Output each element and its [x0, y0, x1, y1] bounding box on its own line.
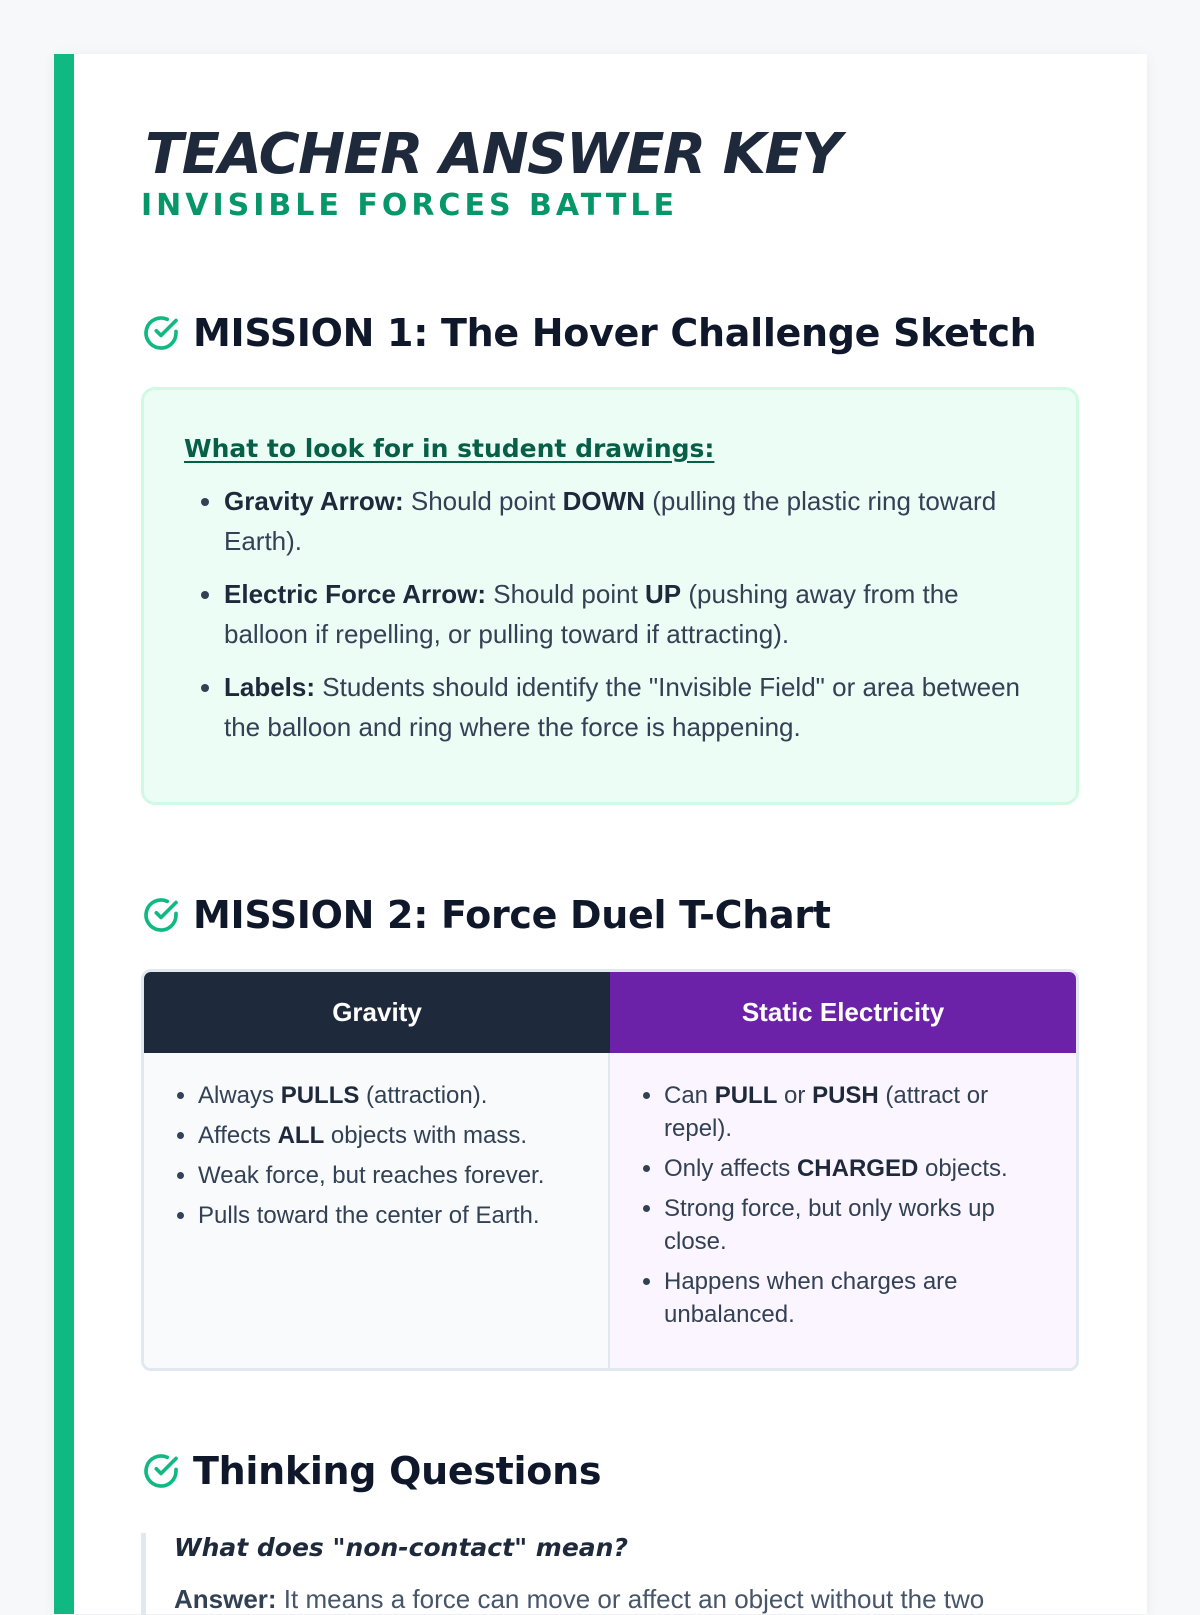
list-item: • Only affects CHARGED objects.: [664, 1152, 1056, 1185]
check-circle-icon: [141, 1451, 181, 1491]
list-item: • Always PULLS (attraction).: [198, 1079, 588, 1112]
check-circle-icon: [141, 313, 181, 353]
check-circle-icon: [141, 895, 181, 935]
thinking-header: [141, 1449, 1079, 1493]
lookfor-list: [184, 481, 1036, 747]
mission2-header: [141, 893, 1079, 937]
list-item: • Labels: Students should identify the "Invisible Field" or area between the balloon and ring where the force is happening.: [224, 667, 1036, 747]
list-item: • Weak force, but reaches forever.: [198, 1159, 588, 1192]
answer-key-sheet: [54, 54, 1147, 1614]
gravity-column-header: Gravity: [144, 972, 610, 1053]
list-item: • Affects ALL objects with mass.: [198, 1119, 588, 1152]
static-column-header: Static Electricity: [610, 972, 1076, 1053]
list-item: • Strong force, but only works up close.: [664, 1192, 1056, 1258]
lookfor-heading: What to look for in student drawings:: [184, 433, 715, 463]
page-title: TEACHER ANSWER KEY: [145, 122, 841, 187]
list-item: • Gravity Arrow: Should point DOWN (pulling the plastic ring toward Earth).: [224, 481, 1036, 561]
question-text: What does "non-contact" mean?: [174, 1532, 628, 1562]
force-t-chart: [141, 969, 1079, 1371]
page-subtitle: INVISIBLE FORCES BATTLE: [141, 187, 678, 223]
question-block: [141, 1533, 1079, 1615]
mission1-title: MISSION 1: The Hover Challenge Sketch: [193, 310, 1037, 355]
answer-label: Answer:: [174, 1583, 277, 1614]
answer-text: Answer: It means a force can move or affect an object without the two: [174, 1583, 985, 1614]
content: [141, 124, 1079, 1615]
mission1-header: [141, 311, 1079, 355]
list-item: • Happens when charges are unbalanced.: [664, 1265, 1056, 1331]
list-item: • Can PULL or PUSH (attract or repel).: [664, 1079, 1056, 1145]
static-column: [610, 1053, 1076, 1368]
lookfor-box: [141, 387, 1079, 805]
list-item: • Pulls toward the center of Earth.: [198, 1199, 588, 1232]
thinking-title: Thinking Questions: [193, 1448, 602, 1493]
list-item: • Electric Force Arrow: Should point UP (pushing away from the balloon if repelling, or pulling toward if attracting).: [224, 574, 1036, 654]
gravity-column: [144, 1053, 610, 1368]
accent-bar: [54, 54, 74, 1614]
mission2-title: MISSION 2: Force Duel T-Chart: [193, 892, 831, 937]
